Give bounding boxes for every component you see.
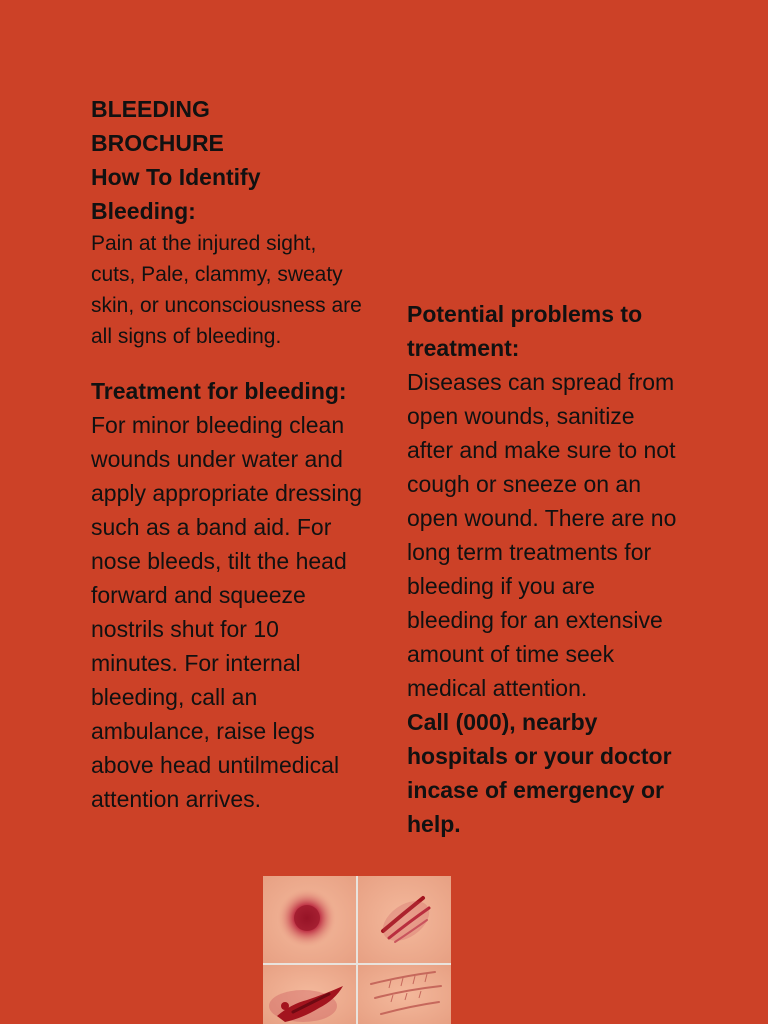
brochure-title-line-1: BLEEDING: [91, 96, 210, 122]
problems-body: Diseases can spread from open wounds, sanitize after and make sure to not cough or sneeze on an open wound. There are no long term treatments for bleeding if you are bleeding for an extensive amount of time seek medical attention.: [407, 369, 677, 701]
wound-illustration-svg: [263, 876, 451, 1024]
brochure-title-line-2: BROCHURE: [91, 130, 224, 156]
scar-icon: [358, 965, 451, 1024]
section-spacer: [91, 352, 366, 374]
wound-illustration: [263, 876, 451, 1024]
right-column: [407, 297, 682, 841]
left-column: [91, 92, 366, 816]
treatment-heading: Treatment for bleeding:: [91, 378, 347, 404]
problems-heading: Potential problems to treatment:: [407, 301, 643, 361]
identify-heading: How To Identify Bleeding:: [91, 164, 261, 224]
treatment-body: For minor bleeding clean wounds under water and apply appropriate dressing such as a band aid. For nose bleeds, tilt the head forward and squeeze nostrils shut for 10 minutes. For internal bleeding, call an ambulance, raise legs above head untilmedical attention arrives.: [91, 412, 363, 812]
identify-body: Pain at the injured sight, cuts, Pale, clammy, sweaty skin, or unconsciousness are all signs of bleeding.: [91, 232, 362, 348]
bleeding-wound-icon: [263, 965, 356, 1024]
emergency-call-note: Call (000), nearby hospitals or your doctor incase of emergency or help.: [407, 709, 672, 837]
scratch-icon: [358, 876, 451, 963]
bruise-icon: [263, 876, 356, 963]
